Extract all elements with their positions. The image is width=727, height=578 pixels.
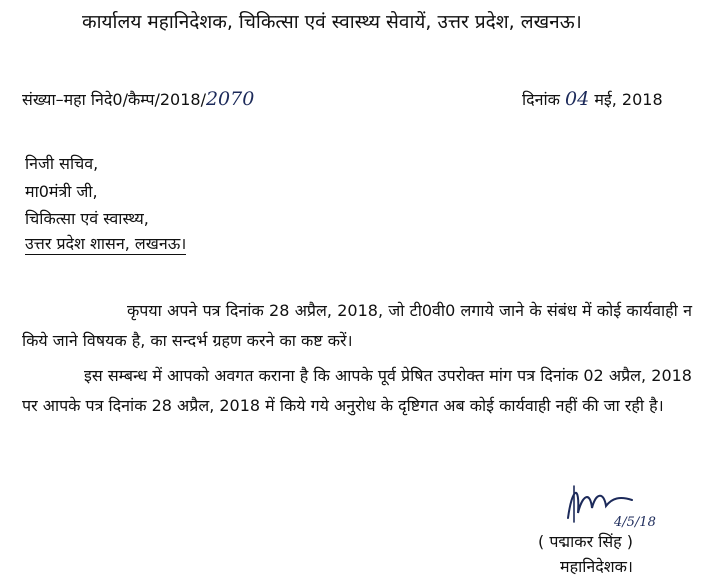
addressee-line-2: मा0मंत्री जी, [25,182,98,201]
reference-number [22,88,254,110]
body-paragraph-1: कृपया अपने पत्र दिनांक 28 अप्रैल, 2018, जो टी0वी0 लगाये जाने के संबंध में कोई कार्यवाही न किये जाने विषयक है, का सन्दर्भ ग्रहण करने का कष्ट करें। [22,301,692,350]
addressee-line-4-text: उत्तर प्रदेश शासन, लखनऊ। [25,234,187,253]
signature-image [560,478,670,530]
signatory-name: ( पद्माकर सिंह ) [538,532,633,551]
date-label: दिनांक [522,90,560,109]
reference-prefix: संख्या–महा निदे0/कैम्प/2018/ [22,90,206,109]
handwritten-reference-number: 2070 [205,88,255,110]
letter-date [522,88,663,110]
signature-date: 4/5/18 [614,515,656,530]
addressee-line-4 [25,232,186,254]
date-month-year: मई, 2018 [594,90,663,109]
body-paragraph-2: इस सम्बन्ध में आपको अवगत कराना है कि आपके पूर्व प्रेषित उपरोक्त मांग पत्र दिनांक 02 अप्रैल, 2018 पर आपके पत्र दिनांक 28 अप्रैल, 2018 में किये गये अनुरोध के दृष्टिगत अब कोई कार्यवाही नहीं की जा रही है। [22,366,692,415]
handwritten-date-day: 04 [565,88,590,110]
office-header: कार्यालय महानिदेशक, चिकित्सा एवं स्वास्थ्य सेवायें, उत्तर प्रदेश, लखनऊ। [82,11,582,33]
addressee-line-1: निजी सचिव, [25,154,99,173]
addressee-line-3: चिकित्सा एवं स्वास्थ्य, [25,209,149,228]
signatory-designation: महानिदेशक। [560,557,633,576]
